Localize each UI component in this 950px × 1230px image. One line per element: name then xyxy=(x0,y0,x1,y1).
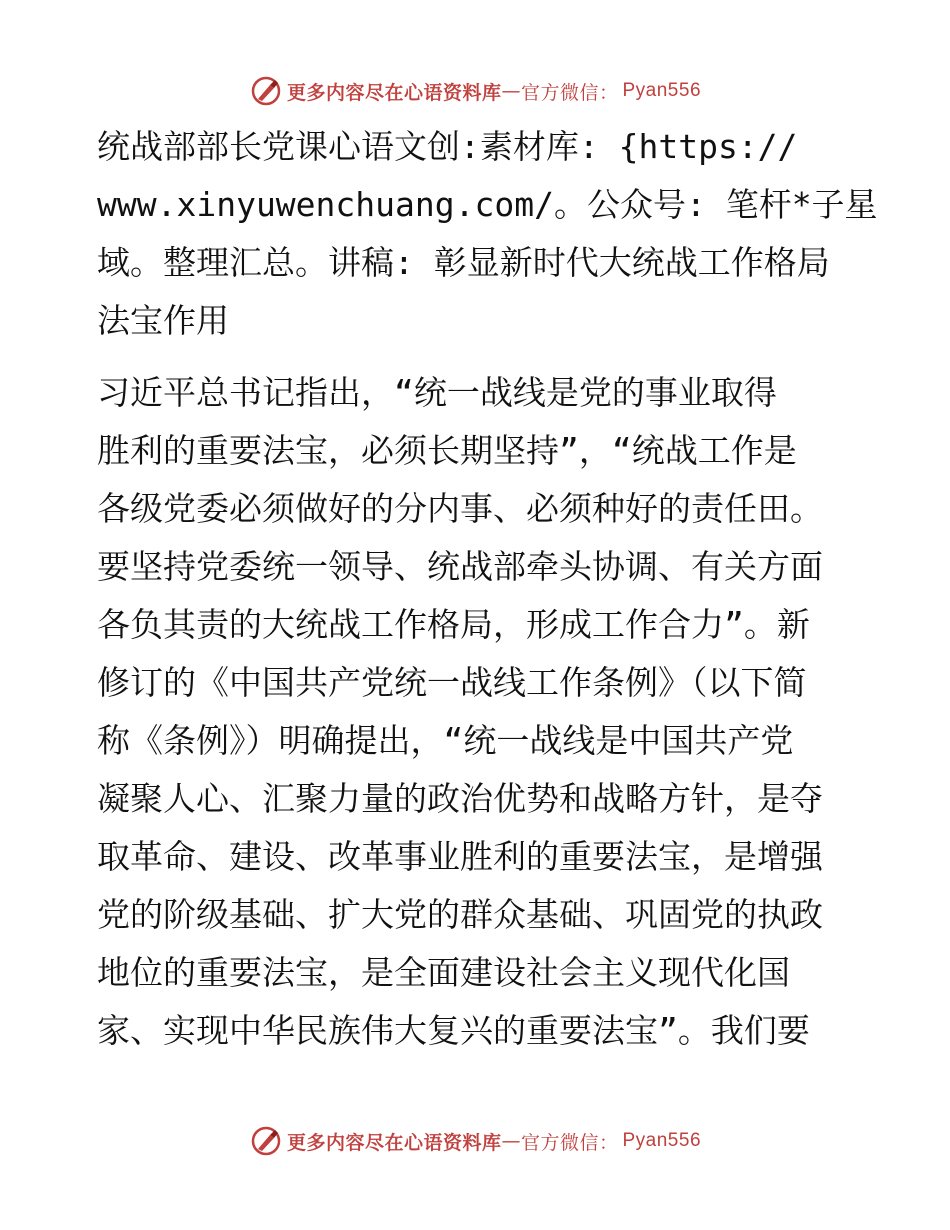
banner-dash: — xyxy=(501,1130,521,1152)
title-line: 统战部部长党课心语文创:素材库: {https:// xyxy=(97,127,798,166)
footer-banner xyxy=(0,1121,950,1161)
body-line: 要坚持党委统一领导、统战部牵头协调、有关方面 xyxy=(97,547,823,586)
document-title xyxy=(97,118,878,350)
banner-wechat-id: Pyan556 xyxy=(622,1130,702,1151)
body-line: 家、实现中华民族伟大复兴的重要法宝”。我们要 xyxy=(97,1011,810,1050)
title-line: 法宝作用 xyxy=(97,301,229,340)
header-banner xyxy=(0,71,950,111)
banner-contact-label: 官方微信： xyxy=(520,1131,619,1154)
pen-logo-icon xyxy=(249,74,283,108)
body-line: 各级党委必须做好的分内事、必须种好的责任田。 xyxy=(97,489,823,528)
banner-brand-text: 更多内容尽在心语资料库 xyxy=(286,1131,502,1154)
banner-contact-label: 官方微信： xyxy=(520,81,619,104)
body-line: 修订的《中国共产党统一战线工作条例》（以下简 xyxy=(97,663,807,702)
banner-wechat-id: Pyan556 xyxy=(622,80,702,101)
document-body xyxy=(97,118,878,1060)
body-line: 称《条例》）明确提出，“统一战线是中国共产党 xyxy=(97,721,794,760)
body-line: 凝聚人心、汇聚力量的政治优势和战略方针，是夺 xyxy=(97,779,823,818)
banner-dash: — xyxy=(501,80,521,102)
body-line: 取革命、建设、改革事业胜利的重要法宝，是增强 xyxy=(97,837,823,876)
body-line: 胜利的重要法宝，必须长期坚持”，“统战工作是 xyxy=(97,431,797,470)
banner-brand-text: 更多内容尽在心语资料库 xyxy=(286,81,502,104)
body-line: 各负其责的大统战工作格局，形成工作合力”。新 xyxy=(97,605,810,644)
body-line: 党的阶级基础、扩大党的群众基础、巩固党的执政 xyxy=(97,895,823,934)
pen-logo-icon xyxy=(249,1124,283,1158)
body-line: 习近平总书记指出，“统一战线是党的事业取得 xyxy=(97,373,777,412)
body-line: 地位的重要法宝，是全面建设社会主义现代化国 xyxy=(97,953,790,992)
body-paragraph xyxy=(97,364,849,1060)
title-line: 域。整理汇总。讲稿: 彰显新时代大统战工作格局 xyxy=(97,243,830,282)
title-line: www.xinyuwenchuang.com/。公众号: 笔杆*子星 xyxy=(97,185,878,224)
